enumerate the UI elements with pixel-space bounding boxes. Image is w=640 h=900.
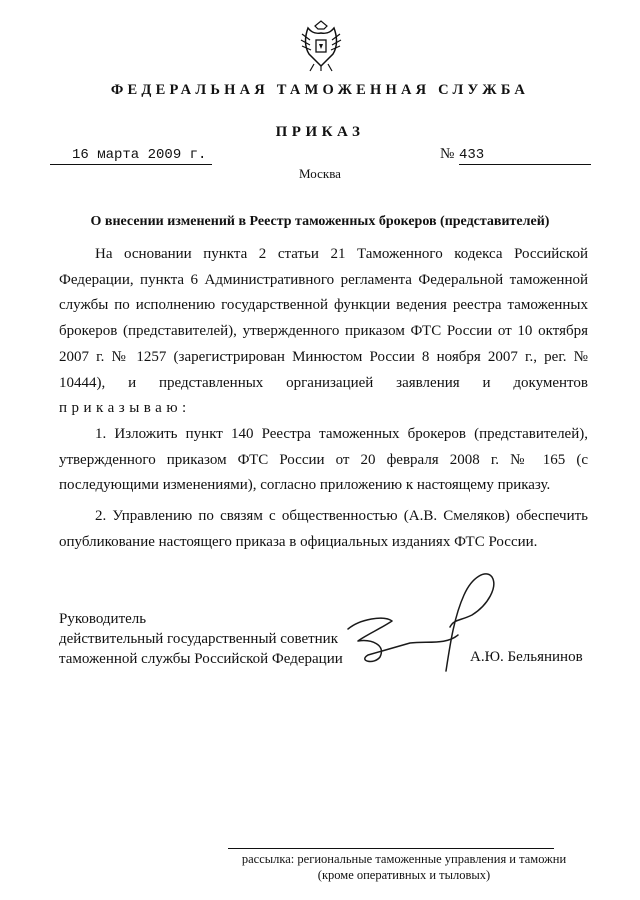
order-date: 16 марта 2009 г. xyxy=(50,147,212,165)
divider xyxy=(228,848,554,849)
agency-name: ФЕДЕРАЛЬНАЯ ТАМОЖЕННАЯ СЛУЖБА xyxy=(110,82,530,98)
distribution-line: рассылка: региональные таможенные управления и таможни xyxy=(241,852,567,866)
signatory-title xyxy=(59,609,343,669)
preamble-text: На основании пункта 2 статьи 21 Таможенного кодекса Российской Федерации, пункта 6 Административного регламента Федеральной таможенной службы по исполнению государственной функции ведения реестра таможенных брокеров (представителей), утвержденного приказом ФТС России от 10 октября 2007 г. № 1257 (зарегистрирован Минюстом России 8 ноября 2007 г., рег. № 10444), и представленных организацией заявления и документов xyxy=(59,246,588,391)
signatory-title-line: таможенной службы Российской Федерации xyxy=(59,651,343,667)
coat-of-arms-icon xyxy=(300,20,342,72)
order-item-2: 2. Управлению по связям с общественностью (А.В. Смеляков) обеспечить опубликование настоящего приказа в официальных изданиях ФТС России. xyxy=(59,508,588,550)
city: Москва xyxy=(299,166,341,181)
document-type: ПРИКАЗ xyxy=(275,124,365,140)
order-item-1: 1. Изложить пункт 140 Реестра таможенных брокеров (представителей), утвержденного приказом ФТС России от 20 февраля 2008 г. № 165 (с последующими изменениями), согласно приложению к настоящему приказу. xyxy=(59,426,588,494)
order-number: 433 xyxy=(459,147,591,165)
distribution-note xyxy=(228,851,580,883)
distribution-line: (кроме оперативных и тыловых) xyxy=(317,868,491,882)
document-subject: О внесении изменений в Реестр таможенных брокеров (представителей) xyxy=(90,214,550,229)
preamble-paragraph xyxy=(59,242,588,422)
signatory-title-line: Руководитель xyxy=(59,611,147,627)
number-sign: № xyxy=(440,146,455,162)
order-word: приказываю: xyxy=(59,400,191,417)
signatory-title-line: действительный государственный советник xyxy=(59,631,339,647)
signatory-name: А.Ю. Бельянинов xyxy=(470,649,583,665)
